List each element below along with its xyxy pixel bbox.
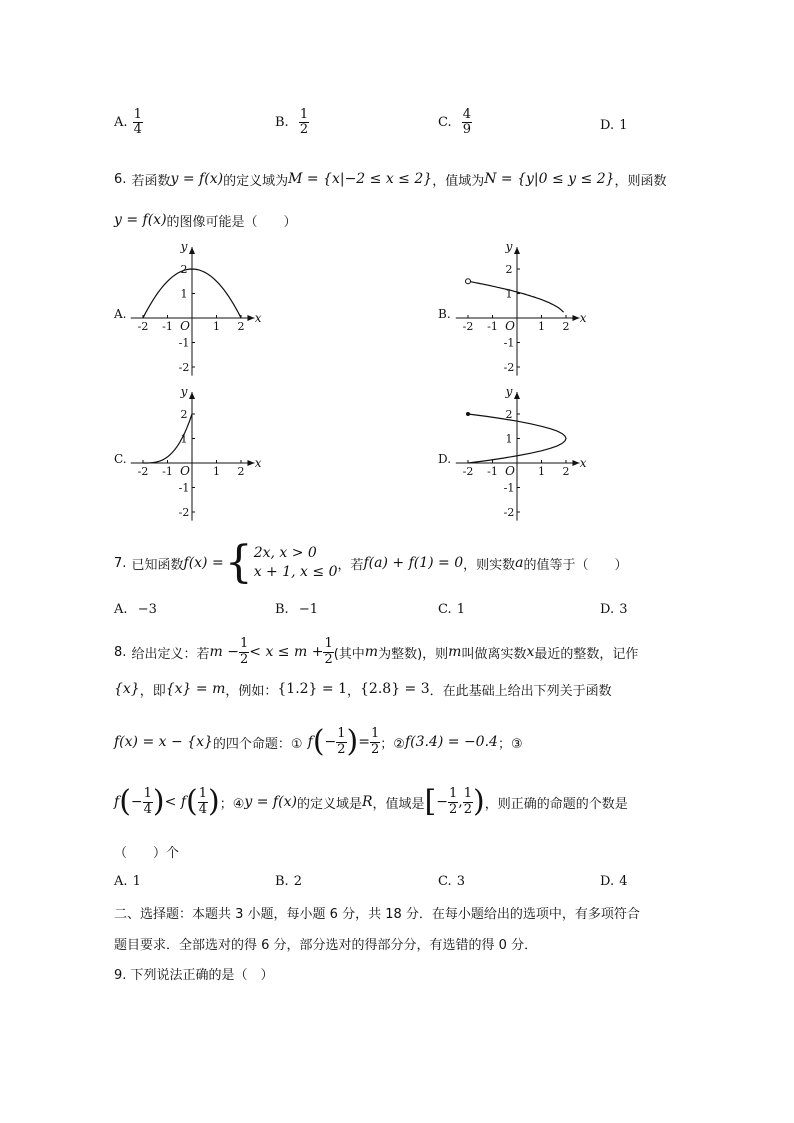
fraction: $\frac{1}{2}$ <box>371 726 380 757</box>
fraction: $\frac{1}{2}$ <box>463 786 472 817</box>
option-label: A. <box>114 115 128 131</box>
fraction: $\frac{1}{2}$ <box>337 726 346 757</box>
open-endpoint <box>466 279 471 284</box>
x-tick-label: -1 <box>162 320 173 333</box>
paren: ( <box>312 724 325 759</box>
option-label: C. <box>438 115 452 131</box>
x-axis-label: x <box>579 311 587 325</box>
origin-label: O <box>180 464 190 478</box>
x-tick-label: -2 <box>137 320 149 333</box>
stem-text: 为整数)，则 <box>378 646 449 662</box>
y-axis-label: y <box>505 384 513 399</box>
q6-graphs <box>0 0 794 540</box>
stem-text: 的四个命题：① <box>212 736 303 752</box>
stem-text: 已知函数 <box>131 557 184 573</box>
y-tick-label: -1 <box>503 481 515 495</box>
paren: ( <box>119 784 131 819</box>
x-tick-label: -1 <box>162 465 173 478</box>
paren: ) <box>472 784 485 819</box>
variable: a <box>515 555 524 571</box>
x-axis-label: x <box>579 456 587 470</box>
stem-text: ；④ <box>219 796 245 812</box>
y-axis-arrow <box>514 247 520 254</box>
math: − <box>324 734 337 750</box>
q8-line1 <box>114 632 638 672</box>
option: D. 4 <box>600 874 628 889</box>
y-axis-arrow <box>514 392 520 399</box>
y-tick-label: 1 <box>180 432 188 446</box>
x-tick-label: 2 <box>237 465 245 478</box>
y-tick-label: 2 <box>505 408 513 421</box>
option-label: B. <box>275 115 289 131</box>
origin-label: O <box>180 319 190 333</box>
stem-text: ，值域是 <box>372 796 425 812</box>
y-tick-label: 1 <box>505 432 513 446</box>
y-tick-label: 2 <box>180 263 188 276</box>
x-tick-label: 2 <box>562 465 570 478</box>
variable: R <box>361 794 373 810</box>
function-expr: f(x) = <box>183 555 224 571</box>
question-number: 7. <box>114 555 127 571</box>
x-tick-label: 2 <box>562 320 570 333</box>
x-tick-label: -1 <box>487 320 498 333</box>
x-axis-arrow <box>247 315 254 321</box>
section-heading-line1: 二、选择题：本题共 3 小题，每小题 6 分，共 18 分．在每小题给出的选项中，有多项符合 <box>114 907 640 922</box>
stem-text: 叫做离实数 <box>461 646 527 662</box>
function-curve <box>468 281 564 312</box>
function-expr: y = f(x) <box>114 212 167 228</box>
x-axis-arrow <box>572 460 579 466</box>
bracket: [ <box>424 784 437 819</box>
stem-text: 的值等于（ ） <box>523 557 628 573</box>
x-tick-label: -2 <box>462 320 474 333</box>
option-label: D. <box>600 118 615 133</box>
stem-text: ，例如： <box>225 683 278 699</box>
math: f(3.4) = −0.4 <box>404 734 498 750</box>
q8-line3 <box>114 720 523 764</box>
x-axis-label: x <box>254 456 262 470</box>
range-set: N = {y|0 ≤ y ≤ 2} <box>484 171 615 187</box>
y-tick-label: -1 <box>503 336 515 350</box>
x-tick-label: 1 <box>213 465 220 478</box>
x-axis-arrow <box>572 315 579 321</box>
math: {x} = m <box>165 681 226 697</box>
fraction: $\frac{1}{2}$ <box>324 636 333 667</box>
q9-stem: 9. 下列说法正确的是（ ） <box>114 968 274 983</box>
origin-label: O <box>505 464 515 478</box>
x-tick-label: -2 <box>462 465 474 478</box>
option: B. −1 <box>275 602 319 617</box>
stem-text: ，则正确的命题的个数是 <box>484 796 628 812</box>
piecewise-brace: { <box>224 537 253 588</box>
math: m − <box>209 644 239 660</box>
x-tick-label: 1 <box>213 320 220 333</box>
y-tick-label: -1 <box>178 481 190 495</box>
math: {1.2} = 1 <box>277 681 347 697</box>
y-axis-label: y <box>180 239 188 254</box>
fraction: $\frac{1}{4}$ <box>133 107 142 138</box>
y-axis-arrow <box>189 247 195 254</box>
y-axis-label: y <box>180 384 188 399</box>
stem-text: ，值域为 <box>432 173 485 189</box>
stem-text: ．在此基础上给出下列关于函数 <box>429 683 612 699</box>
q7-stem <box>114 538 628 588</box>
stem-text: 的图像可能是（ ） <box>166 214 297 230</box>
x-axis-label: x <box>254 311 262 325</box>
q8-line4 <box>114 780 628 824</box>
y-tick-label: -1 <box>178 336 190 350</box>
x-axis-arrow <box>247 460 254 466</box>
option-value: 1 <box>619 118 628 133</box>
x-tick-label: 1 <box>538 465 545 478</box>
variable: m <box>364 644 379 660</box>
stem-text: ，则函数 <box>614 173 667 189</box>
math: < f <box>164 794 187 810</box>
option: A. 1 <box>114 874 141 889</box>
paren: ) <box>346 724 359 759</box>
fraction: $\frac{1}{4}$ <box>143 786 152 817</box>
fraction: $\frac{4}{9}$ <box>462 107 472 138</box>
stem-text: 的定义域是 <box>296 796 362 812</box>
graph-option-label: C. <box>114 452 127 466</box>
y-tick-label: 2 <box>505 263 513 276</box>
math: , <box>458 794 463 810</box>
math: f <box>114 794 120 810</box>
q8-line2 <box>114 676 612 702</box>
q8-line5 <box>114 840 179 862</box>
stem-text: ；② <box>380 736 405 752</box>
option: C. 1 <box>438 602 465 617</box>
case: 2x, x > 0 <box>253 545 317 562</box>
stem-text: 的定义域为 <box>223 173 289 189</box>
stem-text: 若函数 <box>131 173 171 189</box>
stem-text: ， <box>347 683 361 699</box>
condition: f(a) + f(1) = 0 <box>363 555 464 571</box>
domain-set: M = {x|−2 ≤ x ≤ 2} <box>288 171 433 187</box>
graph-option-label: A. <box>114 307 127 321</box>
fraction: $\frac{1}{2}$ <box>239 636 249 667</box>
stem-text: ，即 <box>139 683 166 699</box>
fraction: $\frac{1}{2}$ <box>299 107 309 138</box>
question-number: 8. <box>114 644 127 660</box>
math: < x ≤ m + <box>249 644 324 660</box>
x-tick-label: 1 <box>538 320 545 333</box>
stem-text: 最近的整数，记作 <box>534 646 639 662</box>
y-tick-label: 1 <box>505 287 513 301</box>
paren: ( <box>186 784 198 819</box>
paren: ) <box>208 784 220 819</box>
x-tick-label: 2 <box>237 320 245 333</box>
case: x + 1, x ≤ 0 <box>253 564 338 580</box>
math: = <box>358 734 370 750</box>
option: D. 3 <box>600 602 628 617</box>
option: B. 2 <box>275 874 303 889</box>
stem-text: ，则实数 <box>463 557 516 573</box>
section-heading-line2: 题目要求．全部选对的得 6 分，部分选对的得部分分，有选错的得 0 分． <box>114 938 538 953</box>
x-tick-label: -2 <box>137 465 149 478</box>
y-tick-label: 1 <box>180 287 188 301</box>
y-tick-label: -2 <box>503 361 515 374</box>
function-expr: y = f(x) <box>170 171 224 187</box>
fraction: $\frac{1}{2}$ <box>448 786 458 817</box>
stem-text: 给出定义：若 <box>131 646 210 662</box>
option: A. −3 <box>114 602 157 617</box>
stem-text: （ ）个 <box>114 845 180 861</box>
graph-option-label: D. <box>438 452 452 466</box>
y-tick-label: -2 <box>178 506 190 519</box>
math: − <box>436 794 448 810</box>
y-axis-label: y <box>505 239 513 254</box>
stem-text: ；③ <box>497 736 523 752</box>
math: y = f(x) <box>244 794 297 810</box>
piecewise-cases <box>254 544 338 582</box>
y-axis-arrow <box>189 392 195 399</box>
variable: m <box>448 644 462 660</box>
math: {x} <box>114 681 140 697</box>
paren: ) <box>152 784 165 819</box>
variable: x <box>526 644 535 660</box>
option: C. 3 <box>438 874 465 889</box>
fraction: $\frac{1}{4}$ <box>198 786 208 817</box>
y-tick-label: -2 <box>503 506 515 519</box>
y-tick-label: 2 <box>180 408 188 421</box>
math: f(x) = x − {x} <box>114 734 213 750</box>
math: f <box>307 734 313 750</box>
origin-label: O <box>505 319 515 333</box>
question-number: 6. <box>114 171 127 187</box>
graph-option-label: B. <box>438 307 451 321</box>
stem-text: ，若 <box>337 557 364 573</box>
math: {2.8} = 3 <box>360 681 430 697</box>
y-tick-label: -2 <box>178 361 190 374</box>
closed-endpoint <box>466 412 470 416</box>
stem-text: (其中 <box>333 646 365 662</box>
x-tick-label: -1 <box>487 465 498 478</box>
math: − <box>130 794 143 810</box>
